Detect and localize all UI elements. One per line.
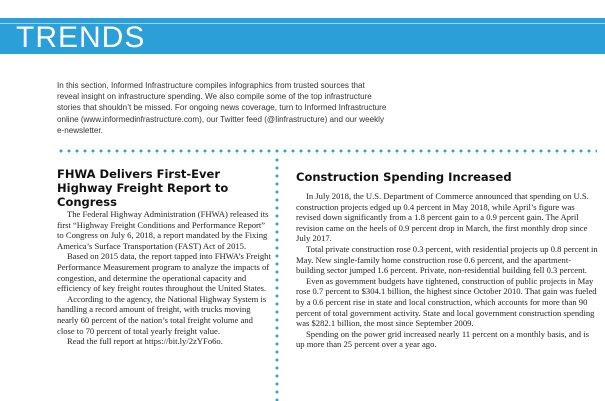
dotted-divider-vertical [275,156,279,401]
left-paragraph: According to the agency, the National Highway System is handling a record amount of freight, with trucks moving nearly 60 percent of the nation’s total freight volume and close to 70 percent of total yearly freight value. [57,293,267,336]
dotted-divider-horizontal [57,149,597,153]
intro-text: In this section, Informed Infrastructure compiles infographics from trusted sources that reveal insight on infrastructure spending. We also compile some of the top infrastructure stories that shouldn’t be missed. For ongoing news coverage, turn to Informed Infrastructure online (www.informedinfrastructure.com), our Twitter feed (@Iinfrastructure) and our weekly e-newsletter. [57,81,387,135]
right-article-headline: Construction Spending Increased [296,170,512,184]
right-paragraph: Total private construction rose 0.3 percent, with residential projects up 0.8 percent in May. New single-family home construction rose 0.6 percent, and the apartment-building sector jumped 1.6 percent. Private, non-residential building fell 0.3 percent. [296,243,598,276]
right-paragraph: Spending on the power grid increased nearly 11 percent on a monthly basis, and is up more than 25 percent over a year ago. [296,328,589,350]
right-article-body [296,191,598,350]
section-title: TRENDS [16,21,146,54]
right-paragraph: In July 2018, the U.S. Department of Commerce announced that spending on U.S. construction projects edged up 0.4 percent in May 2018, while April’s figure was revised down significantly from a 1.8 percent gain to a 0.9 percent gain. The April revision came on the heels of 0.9 percent drop in March, the first monthly drop since July 2017. [296,191,589,244]
left-paragraph: Read the full report at https://bit.ly/2zYFo6o. [67,336,223,347]
left-article-body [57,209,271,347]
left-paragraph: Based on 2015 data, the report tapped into FHWA’s Freight Performance Measurement program to analyze the impacts of congestion, and determine the operational capacity and efficiency of key freight routes throughout the United States. [57,251,271,294]
left-article-headline: FHWA Delivers First-Ever Highway Freight Report to Congress [57,167,229,209]
left-paragraph: The Federal Highway Administration (FHWA) released its first “Highway Freight Conditions and Performance Report” to Congress on July 6, 2018, a report mandated by the Fixing America’s Surface Transportation (FAST) Act of 2015. [57,209,269,251]
right-paragraph: Even as government budgets have tightened, construction of public projects in May rose 0.7 percent to $304.1 billion, the highest since October 2010. That gain was fueled by a 0.6 percent rise in state and local construction, which accounts for more than 90 percent of total government activity. State and local government construction spending was $282.1 billion, the most since September 2009. [296,275,597,329]
